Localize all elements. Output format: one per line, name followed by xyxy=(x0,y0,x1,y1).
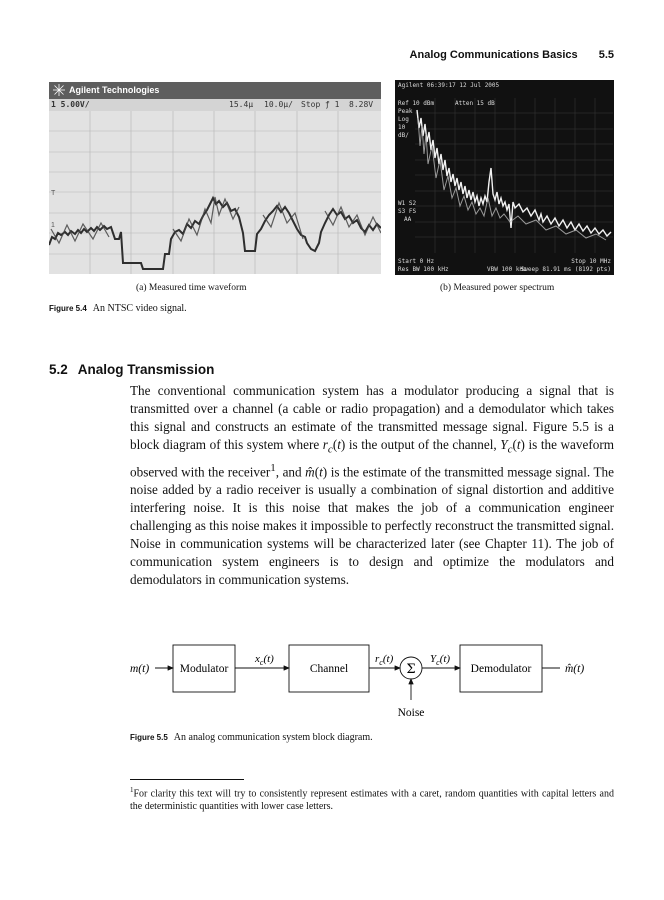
scope-delay: 15.4µ xyxy=(229,100,254,109)
analyzer-unit: dB/ xyxy=(398,132,409,139)
analyzer-vbw: VBW 100 kHz xyxy=(487,266,527,273)
figure-5-4-caption-text: An NTSC video signal. xyxy=(92,303,187,314)
figure-5-4-caption xyxy=(49,303,187,314)
analyzer-scale: 10 xyxy=(398,124,406,131)
sum-symbol: Σ xyxy=(406,662,416,677)
yc-label xyxy=(430,653,450,667)
analyzer-ref: Ref 10 dBm xyxy=(398,100,435,107)
analyzer-stop: Stop 10 MHz xyxy=(571,258,611,265)
analyzer-sweep: Sweep 81.91 ms (8192 pts) xyxy=(520,266,611,273)
demodulator-label: Demodulator xyxy=(470,663,532,675)
xc-base: x xyxy=(255,653,260,665)
figure-5-5-caption-text: An analog communication system block diagram. xyxy=(173,732,373,743)
scope-timebase: 10.0µ/ xyxy=(264,100,293,109)
rc-sub: c xyxy=(379,658,383,667)
analyzer-s3: S3 FS xyxy=(398,208,417,215)
noise-label: Noise xyxy=(397,707,425,719)
scope-brand: Agilent Technologies xyxy=(69,85,160,95)
output-signal-label: m̂(t) xyxy=(565,663,585,675)
channel-label: Channel xyxy=(309,663,349,675)
yc-sub: c xyxy=(436,658,440,667)
rc-label xyxy=(375,653,394,667)
figure-5-5-caption xyxy=(130,732,373,743)
running-head xyxy=(410,49,614,61)
oscilloscope-screenshot xyxy=(49,82,381,274)
analyzer-w1: W1 S2 xyxy=(398,200,417,207)
section-number: 5.2 xyxy=(49,362,68,377)
running-head-title: Analog Communications Basics xyxy=(409,49,578,61)
analyzer-header: Agilent 06:39:17 12 Jul 2005 xyxy=(398,82,500,89)
xc-label xyxy=(254,653,274,667)
figure-5-5-label: Figure 5.5 xyxy=(130,733,168,742)
figure-5-4-label: Figure 5.4 xyxy=(49,304,87,313)
analyzer-aa: AA xyxy=(404,216,412,223)
subcaption-a: (a) Measured time waveform xyxy=(136,283,247,293)
section-heading xyxy=(49,362,214,377)
block-diagram xyxy=(110,638,610,723)
footnote-text: For clarity this text will try to consistently represent estimates with a caret, random quantities with capital letters and the deterministic quantities with lower case letters. xyxy=(130,788,614,813)
scope-mode: Stop xyxy=(301,100,321,109)
scope-trigger: ƒ 1 xyxy=(325,100,340,109)
scope-marker-t: T xyxy=(51,190,56,197)
analyzer-peak: Peak xyxy=(398,108,413,115)
subcaption-b: (b) Measured power spectrum xyxy=(440,283,555,293)
footnote-mark: 1 xyxy=(130,786,134,794)
scope-marker-1: 1 xyxy=(51,222,55,229)
analyzer-log: Log xyxy=(398,116,409,123)
yc-arg: (t) xyxy=(439,653,451,665)
section-title: Analog Transmission xyxy=(77,362,215,377)
scope-graticule xyxy=(49,111,381,274)
analyzer-trace xyxy=(415,98,613,253)
agilent-logo-icon xyxy=(53,84,65,96)
spectrum-analyzer-screenshot xyxy=(395,80,614,275)
body-paragraph: The conventional communication system has a modulator producing a signal that is transmitted over a channel (a cable or radio propagation) and a demodulator which takes this signal and constructs an estimate of the transmitted message signal. Figure 5.5 is a block diagram of this system where $r_c(t)$ is the output of the channel, $Y_c(t)$ is the waveform observed with the receiver$^1$, and m̂(t) is the estimate of the transmitted message signal. The noise added by a radio receiver is usually a combination of signal distortion and additive interfering noise. It is this noise that makes the job of a communication engineer challenging as this noise makes it impossible to perfectly reconstruct the transmitted signal. Noise in communication systems will be characterized later (see Chapter 11). The job of communication system engineers is to design and optimize the modulators and demodulators in communication systems. xyxy=(130,383,615,588)
yc-base: Y xyxy=(430,653,437,665)
xc-arg: (t) xyxy=(263,653,274,665)
footnote-rule xyxy=(130,779,244,780)
input-signal-label: m(t) xyxy=(130,663,150,675)
rc-arg: (t) xyxy=(382,653,394,665)
page-number: 5.5 xyxy=(598,49,614,61)
scope-status-bar xyxy=(49,99,381,111)
xc-sub: c xyxy=(259,658,264,667)
analyzer-start: Start 0 Hz xyxy=(398,258,435,265)
scope-title-bar xyxy=(49,82,381,99)
analyzer-atten: Atten 15 dB xyxy=(455,100,495,107)
footnote xyxy=(130,784,614,813)
rc-base: r xyxy=(375,653,380,665)
scope-ch1-scale: 1 5.00V/ xyxy=(51,100,90,109)
scope-level: 8.28V xyxy=(349,100,374,109)
analyzer-res-bw: Res BW 100 kHz xyxy=(398,266,449,273)
modulator-label: Modulator xyxy=(179,663,229,675)
